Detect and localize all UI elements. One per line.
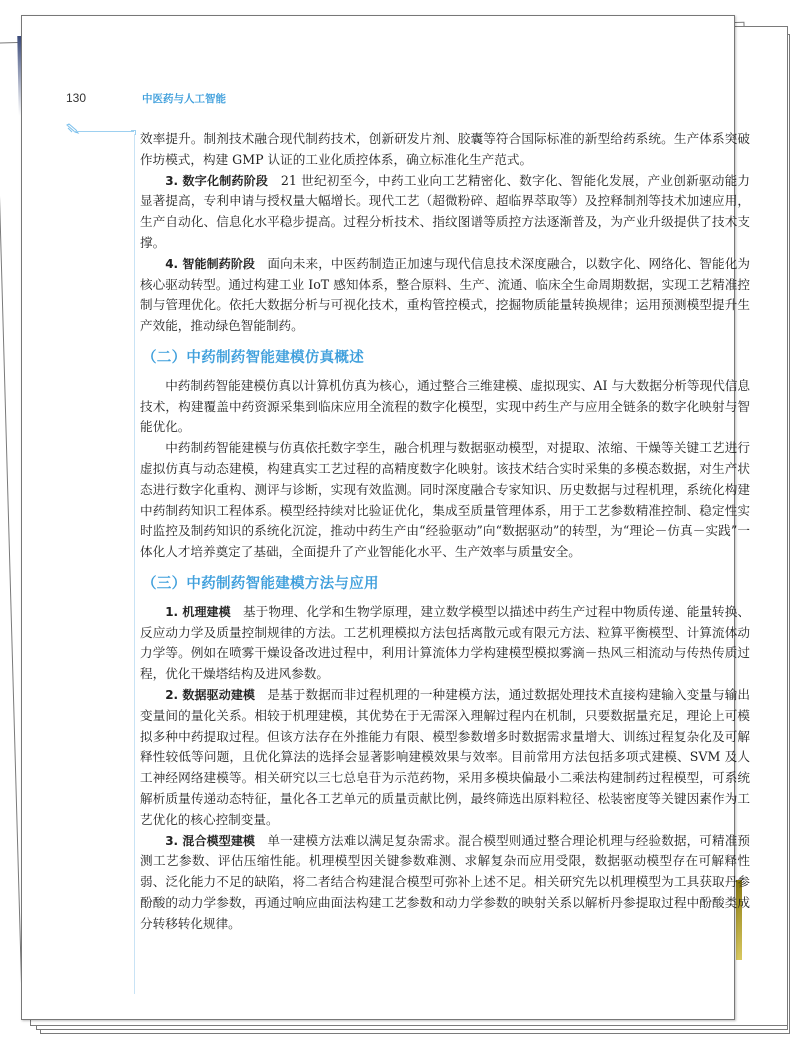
paragraph: 中药制药智能建模仿真以计算机仿真为核心，通过整合三维建模、虚拟现实、AI 与大数据分析等现代信息技术，构建覆盖中药资源采集到临床应用全流程的数字化模型，实现中药生产与应用全链条的数字化映射与智能优化。	[140, 377, 750, 435]
paragraph	[140, 685, 750, 831]
margin-rule	[74, 131, 134, 132]
section-heading: （三）中药制药智能建模方法与应用	[142, 575, 379, 592]
paragraph-body: 单一建模方法难以满足复杂需求。混合模型则通过整合理论机理与经验数据，可精准预测工艺参数、评估压缩性能。机理模型因关键参数难测、求解复杂而应用受限，数据驱动模型存在可解释性弱、泛化能力不足的缺陷，将二者结合构建混合模型可弥补上述不足。相关研究先以机理模型为工具获取丹参酚酸的动力学参数，再通过响应曲面法构建工艺参数和动力学参数的映射关系以解析丹参提取过程中酚酸类成分转移转化规律。	[140, 832, 750, 931]
page-header	[66, 91, 694, 111]
paragraph-body: 21 世纪初至今，中药工业向工艺精密化、数字化、智能化发展，产业创新驱动能力显著提高，专利申请与授权量大幅增长。现代工艺（超微粉碎、超临界萃取等）及控释制剂等技术加速应用，生产自动化、信息化水平稳步提高。过程分析技术、指纹图谱等质控方法逐渐普及，为产业升级提供了技术支撑。	[140, 172, 751, 250]
body-text	[140, 129, 750, 934]
paragraph-lead: 4. 智能制药阶段	[165, 256, 256, 271]
paragraph	[140, 602, 750, 685]
paragraph	[140, 831, 750, 935]
page-number: 130	[66, 91, 87, 105]
margin-rule-vertical	[134, 134, 135, 994]
section-heading: （二）中药制药智能建模仿真概述	[142, 349, 364, 366]
paragraph-lead: 1. 机理建模	[165, 604, 231, 619]
paragraph	[140, 254, 750, 337]
paragraph: 效率提升。制剂技术融合现代制药技术，创新研发片剂、胶囊等符合国际标准的新型给药系统。生产体系突破作坊模式，构建 GMP 认证的工业化质控体系，确立标准化生产范式。	[140, 131, 750, 167]
paragraph-lead: 3. 混合模型建模	[165, 833, 256, 848]
paragraph	[140, 171, 750, 254]
paragraph: 中药制药智能建模与仿真依托数字孪生，融合机理与数据驱动模型，对提取、浓缩、干燥等关键工艺进行虚拟仿真与动态建模，构建真实工艺过程的高精度数字化映射。该技术结合实时采集的多模态数据，对生产状态进行数字化重构、测评与诊断，实现有效监测。同时深度融合专家知识、历史数据与过程机理，系统化构建中药制药知识工程体系。模型经持续对比验证优化，集成至质量管理体系，用于工艺参数精准控制、稳定性实时监控及制药知识的系统化沉淀，推动中药生产由“经验驱动”向“数据驱动”的转型，为“理论－仿真－实践”一体化人才培养奠定了基础，全面提升了产业智能化水平、生产效率与质量安全。	[140, 440, 750, 560]
paragraph-lead: 2. 数据驱动建模	[165, 687, 256, 702]
pen-icon	[66, 123, 80, 135]
paragraph-body: 基于物理、化学和生物学原理，建立数学模型以描述中药生产过程中物质传递、能量转换、反应动力学及质量控制规律的方法。工艺机理模拟方法包括离散元或有限元方法、粒算平衡模型、计算流体动力学等。例如在喷雾干燥设备改进过程中，利用计算流体力学构建模型模拟雾滴－热风三相流动与传热传质过程，优化干燥塔结构及进风参数。	[140, 603, 750, 682]
paragraph-lead: 3. 数字化制药阶段	[165, 173, 269, 188]
paragraph-body: 面向未来，中医药制造正加速与现代信息技术深度融合，以数字化、网络化、智能化为核心驱动转型。通过构建工业 IoT 感知体系，整合原料、生产、流通、临床全生命周期数据，实现工艺精准控制与管理优化。依托大数据分析与可视化技术，重构管控模式，挖掘物质能量转换规律；运用预测模型提升生产效能，推动绿色智能制药。	[140, 255, 750, 334]
document-page	[21, 15, 751, 1020]
running-title: 中医药与人工智能	[142, 93, 226, 105]
paragraph-body: 是基于数据而非过程机理的一种建模方法，通过数据处理技术直接构建输入变量与输出变量间的量化关系。相较于机理建模，其优势在于无需深入理解过程内在机制，只要数据量充足，理论上可模拟多种中药提取过程。但该方法存在外推能力有限、模型参数增多时数据需求量增大、训练过程复杂化及可解释性较低等问题，且优化算法的选择会显著影响建模效果与效率。目前常用方法包括多项式建模、SVM 及人工神经网络建模等。相关研究以三七总皂苷为示范药物，采用多模块偏最小二乘法构建制药过程模型，可系统解析质量传递动态特征，量化各工艺单元的质量贡献比例，最终筛选出原料粒径、松装密度等关键因素作为工艺优化的核心控制变量。	[140, 686, 750, 827]
